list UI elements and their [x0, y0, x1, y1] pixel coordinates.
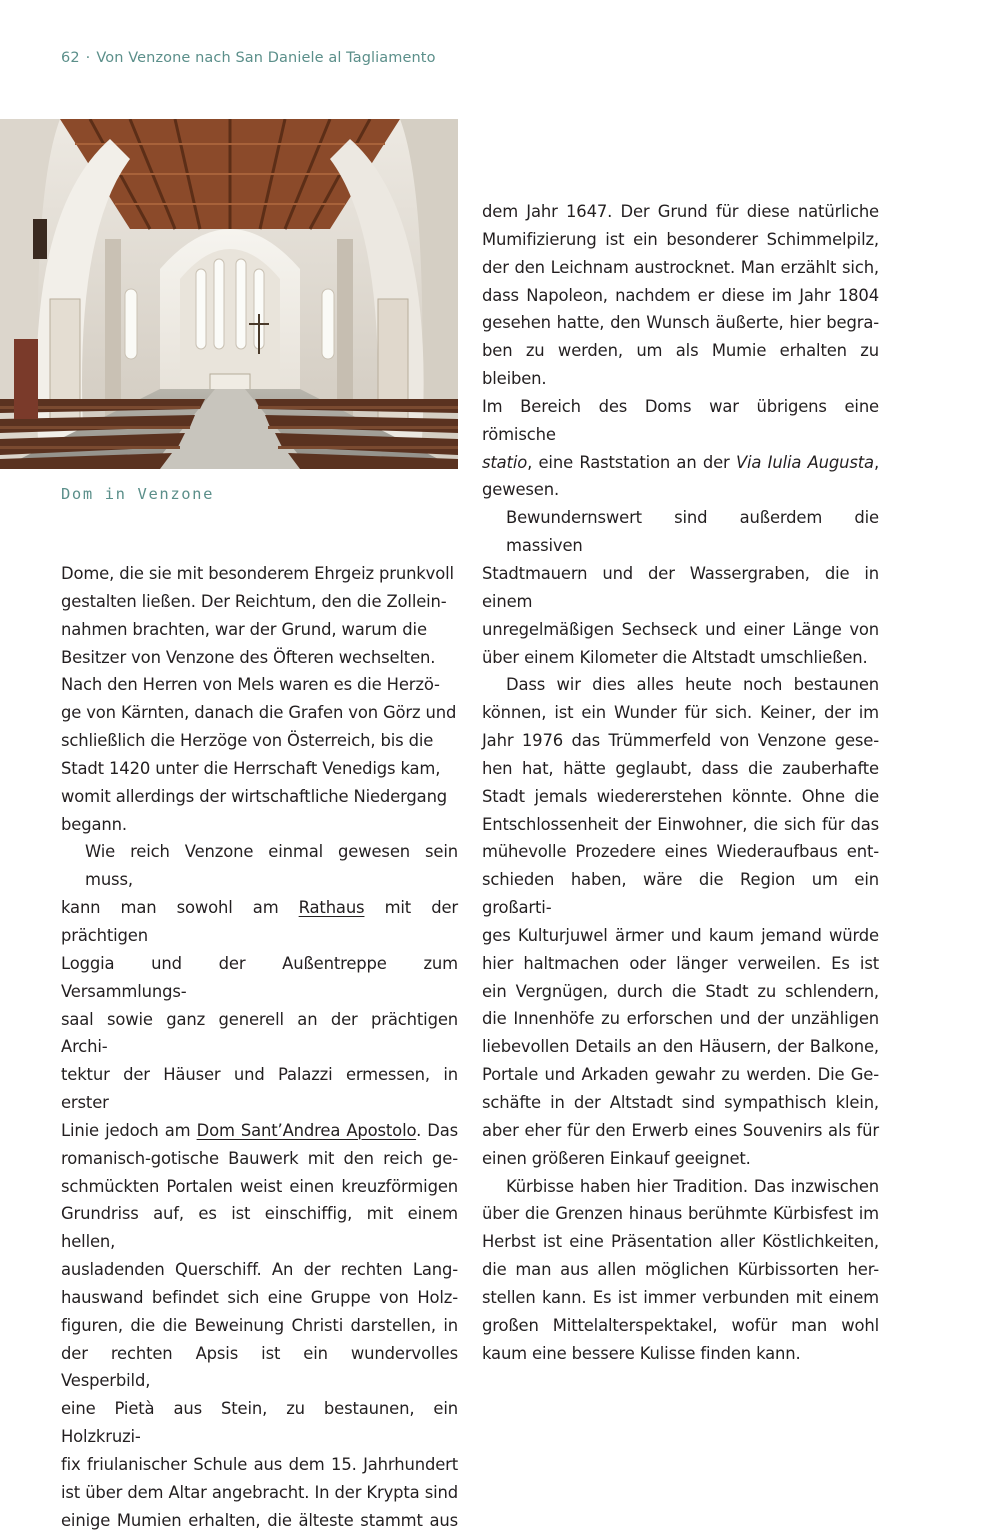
- text-column-left: [61, 560, 458, 1535]
- paragraph: [61, 838, 458, 1534]
- text-line: Stadt 1420 unter die Herrschaft Venedigs kam,: [61, 758, 441, 778]
- text-line: [61, 1117, 458, 1145]
- photo-caption: Dom in Venzone: [61, 485, 215, 503]
- italic-term: statio: [482, 452, 528, 472]
- text-line: [482, 504, 879, 560]
- text-line: Stadt jemals wiedererstehen könnte. Ohne die: [482, 786, 879, 806]
- text-line: einen größeren Einkauf geeignet.: [482, 1148, 751, 1168]
- text-line: ge von Kärnten, danach die Grafen von Görz und: [61, 703, 457, 723]
- text-line: ges Kulturjuwel ärmer und kaum jemand würde: [482, 925, 879, 945]
- paragraph: [61, 560, 458, 838]
- text-line: [61, 838, 458, 894]
- text-line: Besitzer von Venzone des Öfteren wechselten.: [61, 647, 436, 667]
- running-header: [61, 50, 436, 66]
- text-line: schäfte in der Altstadt sind sympathisch klein,: [482, 1093, 879, 1112]
- church-interior-photo: [0, 119, 458, 469]
- text-fragment: mit der prächtigen: [61, 898, 458, 945]
- text-line: schließlich die Herzöge von Österreich, bis die: [61, 731, 434, 751]
- text-line: Jahr 1976 das Trümmerfeld von Venzone gese-: [482, 731, 879, 751]
- header-separator: ·: [85, 50, 91, 66]
- text-fragment: ,: [873, 452, 879, 472]
- text-line: Herbst ist eine Präsentation aller Köstlichkeiten,: [482, 1232, 879, 1252]
- text-line: liebevollen Details an den Häusern, der Balkone,: [482, 1037, 879, 1057]
- text-line: womit allerdings der wirtschaftliche Niedergang: [61, 786, 448, 806]
- text-line: nahmen brachten, war der Grund, warum die: [61, 619, 427, 639]
- chapter-title: Von Venzone nach San Daniele al Tagliamento: [96, 50, 436, 66]
- text-line: hen hat, hätte geglaubt, dass die zauberhafte: [482, 758, 879, 778]
- rathaus-link[interactable]: Rathaus: [298, 898, 365, 918]
- text-line: Grundriss auf, es ist einschiffig, mit einem hellen,: [61, 1204, 458, 1252]
- text-line-content: Bewundernswert sind außerdem die massiven: [506, 508, 879, 556]
- paragraph: [482, 1173, 879, 1368]
- text-fragment: kann man sowohl am: [61, 898, 299, 918]
- text-line: aber eher für den Erwerb eines Souvenirs als für: [482, 1120, 879, 1140]
- text-line: großen Mittelalterspektakel, wofür man wohl: [482, 1315, 879, 1335]
- text-line: dass Napoleon, nachdem er diese im Jahr 1804: [482, 285, 879, 305]
- text-line: dem Jahr 1647. Der Grund für diese natürliche: [482, 202, 879, 221]
- paragraph: [482, 671, 879, 1172]
- text-line: romanisch-gotische Bauwerk mit den reich ge-: [61, 1148, 458, 1168]
- text-line: Loggia und der Außentreppe zum Versammlungs-: [61, 953, 458, 1001]
- text-line-content: Dass wir dies alles heute noch bestaunen: [506, 675, 879, 695]
- text-line-content: Wie reich Venzone einmal gewesen sein muss,: [85, 842, 458, 890]
- text-line: kaum eine bessere Kulisse finden kann.: [482, 1343, 801, 1363]
- text-line: Im Bereich des Doms war übrigens eine römische: [482, 396, 879, 444]
- text-line: ben zu werden, um als Mumie erhalten zu bleiben.: [482, 341, 879, 389]
- text-line: über die Grenzen hinaus berühmte Kürbisfest im: [482, 1204, 879, 1224]
- text-line: Mumifizierung ist ein besonderer Schimmelpilz,: [482, 229, 879, 249]
- text-line: Portale und Arkaden gewahr zu werden. Die Ge-: [482, 1065, 879, 1085]
- text-line: die man aus allen möglichen Kürbissorten her-: [482, 1260, 879, 1280]
- text-line: Stadtmauern und der Wassergraben, die in einem: [482, 563, 879, 611]
- text-line: eine Pietà aus Stein, zu bestaunen, ein Holzkruzi-: [61, 1399, 458, 1447]
- page-number: 62: [61, 50, 80, 66]
- text-line: über einem Kilometer die Altstadt umschließen.: [482, 647, 868, 667]
- text-line: Dome, die sie mit besonderem Ehrgeiz prunkvoll: [61, 564, 454, 583]
- text-line: schieden haben, wäre die Region um ein großarti-: [482, 870, 879, 918]
- text-line: können, ist ein Wunder für sich. Keiner, der im: [482, 703, 879, 723]
- text-line: [61, 894, 458, 950]
- dom-sant-andrea-link[interactable]: Dom Sant’Andrea Apostolo: [196, 1120, 417, 1140]
- paragraph: [482, 198, 879, 504]
- italic-term: Via Iulia Augusta: [735, 452, 874, 472]
- text-line: Entschlossenheit der Einwohner, die sich für das: [482, 814, 879, 834]
- text-line: begann.: [61, 814, 127, 834]
- text-line-content: Kürbisse haben hier Tradition. Das inzwischen: [506, 1176, 879, 1196]
- text-line: hauswand befindet sich eine Gruppe von Holz-: [61, 1287, 458, 1307]
- text-line: fix friulanischer Schule aus dem 15. Jahrhundert: [61, 1455, 458, 1474]
- text-line: ausladenden Querschiff. An der rechten Lang-: [61, 1260, 458, 1280]
- text-line: ist über dem Altar angebracht. In der Krypta sind: [61, 1482, 458, 1502]
- text-line: der rechten Apsis ist ein wundervolles Vesperbild,: [61, 1343, 458, 1391]
- text-line: stellen kann. Es ist immer verbunden mit einem: [482, 1287, 879, 1307]
- text-line: einige Mumien erhalten, die älteste stammt aus: [61, 1510, 458, 1530]
- text-line: figuren, die die Beweinung Christi darstellen, in: [61, 1315, 458, 1335]
- text-column-right: [482, 198, 879, 1367]
- text-line: saal sowie ganz generell an der prächtigen Archi-: [61, 1009, 458, 1057]
- text-line: unregelmäßigen Sechseck und einer Länge von: [482, 619, 879, 639]
- text-line: Nach den Herren von Mels waren es die Herzö-: [61, 675, 440, 695]
- text-fragment: , eine Raststation an der: [527, 452, 736, 472]
- text-line: tektur der Häuser und Palazzi ermessen, in erster: [61, 1065, 458, 1113]
- text-line: ein Vergnügen, durch die Stadt zu schlendern,: [482, 981, 879, 1001]
- paragraph: [482, 504, 879, 671]
- text-line: [482, 1173, 879, 1201]
- text-fragment: . Das: [416, 1120, 458, 1140]
- text-line: hier haltmachen oder länger verweilen. Es ist: [482, 953, 879, 973]
- text-fragment: Linie jedoch am: [61, 1120, 197, 1140]
- text-line: schmückten Portalen weist einen kreuzförmigen: [61, 1176, 458, 1196]
- text-line: gesehen hatte, den Wunsch äußerte, hier begra-: [482, 313, 879, 333]
- text-line: [482, 671, 879, 699]
- text-line: die Innenhöfe zu erforschen und der unzähligen: [482, 1009, 879, 1029]
- text-line: gestalten ließen. Der Reichtum, den die Zollein-: [61, 591, 447, 611]
- text-line: der den Leichnam austrocknet. Man erzählt sich,: [482, 257, 879, 277]
- text-line: gewesen.: [482, 480, 559, 500]
- text-line: mühevolle Prozedere eines Wiederaufbaus ent-: [482, 842, 879, 862]
- text-line: [482, 449, 879, 477]
